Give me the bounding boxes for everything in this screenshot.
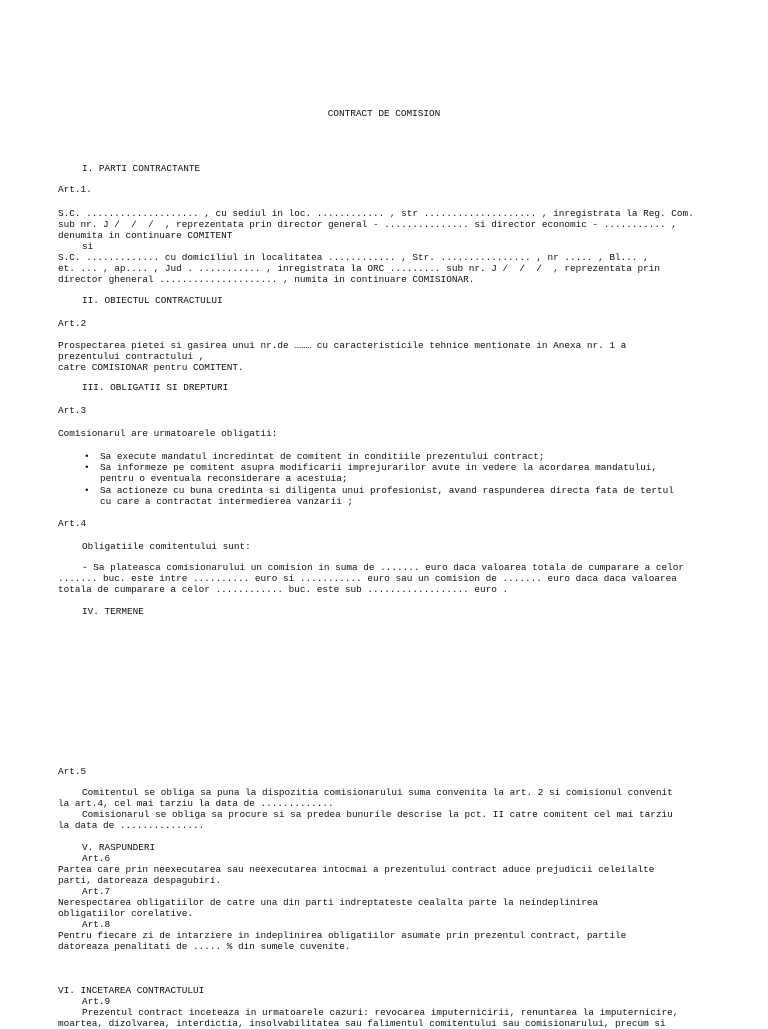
list-item: Sa execute mandatul incredintat de comitent in conditiile prezentului contract; <box>100 451 545 462</box>
paragraph-line: Pentru fiecare zi de intarziere in indeplinirea obligatiilor asumate prin prezentul contract, partile <box>58 930 627 941</box>
paragraph-line: moartea, dizolvarea, interdictia, insolvabilitatea sau falimentul comitentului sau comisionarului, precum si <box>58 1018 666 1029</box>
section-heading-obiect: II. OBIECTUL CONTRACTULUI <box>82 295 223 306</box>
list-item: cu care a contractat intermedierea vanzarii ; <box>100 496 354 507</box>
article-label: Art.6 <box>82 853 111 864</box>
paragraph-line: Prezentul contract inceteaza in urmatoarele cazuri: revocarea imputernicirii, renuntarea la imputernicire, <box>82 1007 679 1018</box>
article-label: Art.7 <box>82 886 111 897</box>
article-label: Art.2 <box>58 318 87 329</box>
article-label: Art.9 <box>82 996 111 1007</box>
paragraph-line: Comisionarul are urmatoarele obligatii: <box>58 428 278 439</box>
paragraph-line: catre COMISIONAR pentru COMITENT. <box>58 362 244 373</box>
document-title: CONTRACT DE COMISION <box>327 108 441 119</box>
list-item: Sa informeze pe comitent asupra modificarii imprejurarilor avute in vedere la acordarea mandatului, <box>100 462 657 473</box>
section-heading-incetare: VI. INCETAREA CONTRACTULUI <box>58 985 205 996</box>
section-heading-obligatii: III. OBLIGATII SI DREPTURI <box>82 382 229 393</box>
paragraph-line: parti, datoreaza despagubiri. <box>58 875 222 886</box>
bullet-marker: • <box>84 485 90 496</box>
paragraph-line: la data de ............... <box>58 820 205 831</box>
section-heading-raspunderi: V. RASPUNDERI <box>82 842 156 853</box>
paragraph-line: la art.4, cel mai tarziu la data de ............. <box>58 798 334 809</box>
paragraph-line: Comitentul se obliga sa puna la dispozitia comisionarului suma convenita la art. 2 si comisionul convenit <box>82 787 673 798</box>
paragraph-line: Partea care prin neexecutarea sau neexecutarea intocmai a prezentului contract aduce prejudicii celeilalte <box>58 864 655 875</box>
paragraph-line: si <box>82 241 94 252</box>
article-label: Art.4 <box>58 518 87 529</box>
paragraph-line: - Sa plateasca comisionarului un comision in suma de ....... euro daca valoarea totala de cumparare a celor <box>82 562 684 573</box>
article-label: Art.8 <box>82 919 111 930</box>
bullet-marker: • <box>84 451 90 462</box>
paragraph-line: director gheneral ..................... , numita in continuare COMISIONAR. <box>58 274 475 285</box>
paragraph-line: sub nr. J / / / , reprezentata prin director general - ............... si director economic - ........... , <box>58 219 677 230</box>
paragraph-line: obligatiilor corelative. <box>58 908 194 919</box>
paragraph-line: S.C. ............. cu domiciliul in localitatea ............ , Str. ................ , nr ..... , Bl... , <box>58 252 649 263</box>
article-label: Art.5 <box>58 766 87 777</box>
bullet-marker: • <box>84 462 90 473</box>
paragraph-line: totala de cumparare a celor ............ buc. este sub .................. euro . <box>58 584 509 595</box>
paragraph-line: Comisionarul se obliga sa procure si sa predea bunurile descrise la pct. II catre comitent cel mai tarziu <box>82 809 673 820</box>
paragraph-line: ....... buc. este intre .......... euro si ........... euro sau un comision de ....... euro daca daca valoarea <box>58 573 677 584</box>
paragraph-line: Nerespectarea obligatiilor de catre una din parti indreptateste cealalta parte la neindeplinirea <box>58 897 599 908</box>
paragraph-line: datoreaza penalitati de ..... % din sumele cuvenite. <box>58 941 351 952</box>
article-label: Art.3 <box>58 405 87 416</box>
paragraph-line: Prospectarea pietei si gasirea unui nr.de ……… cu caracteristicile tehnice mentionate in Anexa nr. 1 a <box>58 340 627 351</box>
paragraph-line: S.C. .................... , cu sediul in loc. ............ , str .................... , inregistrata la Reg. Com. <box>58 208 694 219</box>
section-heading-termene: IV. TERMENE <box>82 606 144 617</box>
paragraph-line: et. ... , ap.... , Jud . ........... , inregistrata la ORC ......... sub nr. J / / / , reprezentata prin <box>58 263 660 274</box>
paragraph-line: Obligatiile comitentului sunt: <box>82 541 251 552</box>
paragraph-line: denumita in continuare COMITENT <box>58 230 233 241</box>
list-item: Sa actioneze cu buna credinta si diligenta unui profesionist, avand raspunderea directa fata de tertul <box>100 485 674 496</box>
list-item: pentru o eventuala reconsiderare a acestuia; <box>100 473 348 484</box>
section-heading-parti: I. PARTI CONTRACTANTE <box>82 163 201 174</box>
paragraph-line: prezentului contractului , <box>58 351 205 362</box>
article-label: Art.1. <box>58 184 92 195</box>
